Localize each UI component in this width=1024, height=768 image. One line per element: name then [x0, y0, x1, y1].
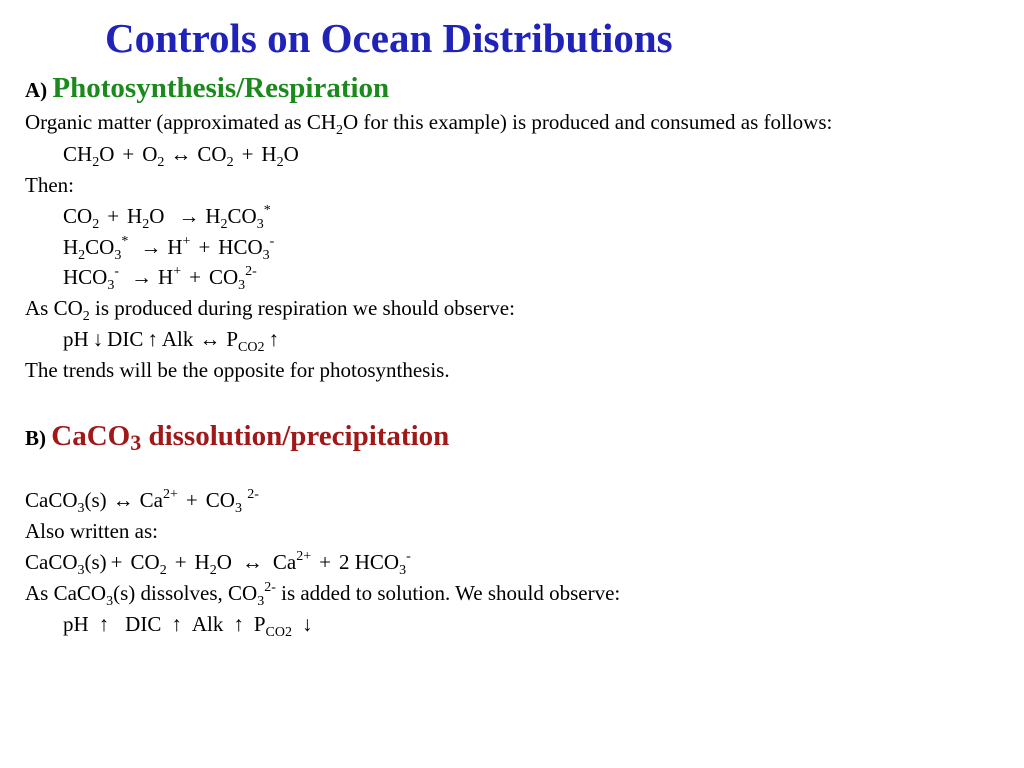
section-b-heading — [25, 420, 449, 453]
up-arrow-icon: ↑ — [171, 612, 182, 636]
double-arrow-icon: ↔ — [241, 550, 263, 574]
down-arrow-icon: ↓ — [301, 612, 313, 636]
up-arrow-icon: ↑ — [147, 327, 158, 351]
section-b-letter: B) — [25, 426, 46, 450]
dissolution-observation: pH ↑ DIC ↑ Alk ↑ $P_{CO2}$ ↓ — [63, 612, 322, 636]
right-arrow-icon: → — [140, 235, 162, 259]
respiration-equation: $CH_2O + O_2$ ↔ $CO_2 + H_2O$ — [63, 142, 299, 170]
up-arrow-icon: ↑ — [268, 327, 279, 351]
section-b-title: CaCO$_3$ dissolution/precipitation — [51, 420, 450, 455]
dissolution-equation: CaCO$_3$(s) ↔ $Ca^{2+} + CO_3$ $^{2-}$ — [25, 487, 259, 516]
dissolves-line: As CaCO$_3$(s) dissolves, $CO_3^{2-}$ is added to solution. We should observe: — [25, 580, 621, 609]
carbonic-acid-equation: $CO_2 + H_2O \to H_2CO_3^*$ — [63, 203, 271, 232]
right-arrow-icon: → — [178, 204, 200, 228]
intro-line: Organic matter (approximated as $CH_2O$ for this example) is produced and consumed as follows: — [25, 110, 833, 138]
double-arrow-icon: ↔ — [199, 327, 221, 351]
section-a-letter: A) — [25, 78, 48, 102]
section-a-title: Photosynthesis/Respiration — [52, 72, 390, 104]
bicarbonate-equation: $H_2CO_3^* \to H^+ + HCO_3^-$ — [63, 234, 275, 263]
right-arrow-icon: → — [131, 265, 153, 289]
then-label: Then: — [25, 173, 74, 197]
down-arrow-icon: ↓ — [92, 327, 104, 351]
section-a-heading — [25, 72, 389, 105]
as-co2-line: As $CO_2$ is produced during respiration we should observe: — [25, 296, 515, 324]
double-arrow-icon: ↔ — [170, 142, 192, 166]
also-written-line: Also written as: — [25, 519, 158, 543]
slide-title: Controls on Ocean Distributions — [105, 15, 673, 61]
carbonate-equation: $HCO_3^- \to H^+ + CO_3^{2-}$ — [63, 264, 257, 293]
trends-line: The trends will be the opposite for photosynthesis. — [25, 358, 450, 382]
respiration-observation: pH ↓ DIC ↑ Alk ↔ $P_{CO2}$ ↑ — [63, 327, 283, 351]
double-arrow-icon: ↔ — [112, 488, 134, 512]
dissolution-co2-equation: CaCO$_3$(s) + $CO_2 + H_2O$ ↔ $Ca^{2+} + 2$ $HCO_3^-$ — [25, 549, 411, 578]
up-arrow-icon: ↑ — [98, 612, 110, 636]
up-arrow-icon: ↑ — [233, 612, 244, 636]
